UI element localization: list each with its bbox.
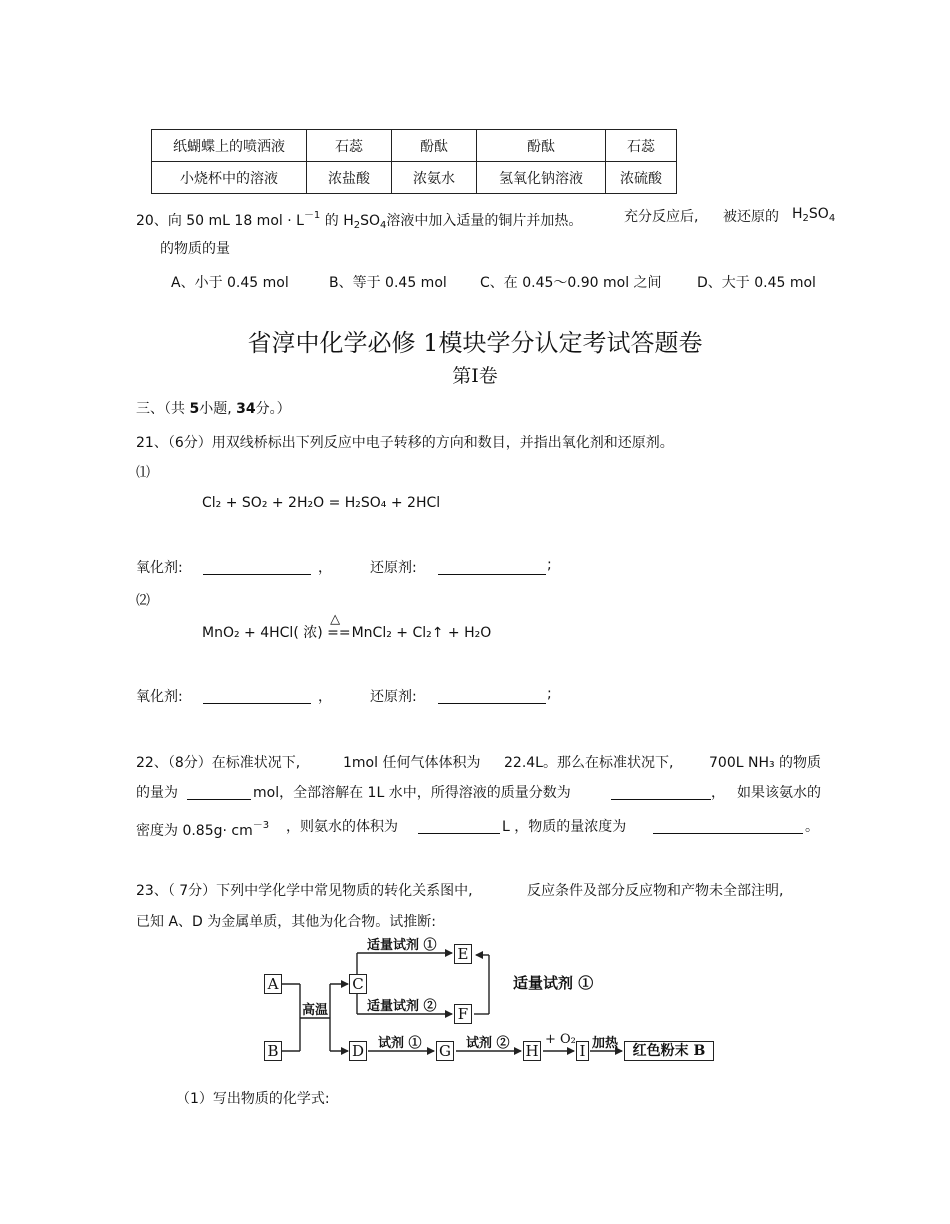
- table-cell: 氢氧化钠溶液: [477, 162, 606, 194]
- q21-semi-2: ;: [547, 686, 552, 702]
- label-reagent1-right: 适量试剂 ①: [513, 974, 594, 992]
- q22-line1c: 22.4L。那么在标准状况下,: [504, 755, 674, 771]
- node-d: D: [349, 1041, 367, 1061]
- node-e: E: [454, 944, 472, 964]
- q20-option-d: D、大于 0.45 mol: [697, 275, 816, 291]
- label-reagent2-bottom: 试剂 ②: [466, 1036, 510, 1051]
- node-h: H: [523, 1041, 541, 1061]
- q22-line1b: 1mol 任何气体体积为: [343, 755, 481, 771]
- eq2-right: MnCl₂ + Cl₂↑ + H₂O: [347, 625, 492, 641]
- q20-text: 溶液中加入适量的铜片并加热。: [386, 213, 583, 229]
- table-cell: 酚酞: [392, 130, 477, 162]
- q20-h2so4: $H_2SO_4$: [792, 206, 836, 224]
- table-cell: 石蕊: [307, 130, 392, 162]
- q20-line1-tail2: 被还原的: [723, 209, 779, 225]
- q20-text: SO: [360, 213, 381, 229]
- q20-sup: －1: [303, 210, 321, 221]
- eq2-sign: ==: [327, 625, 351, 641]
- section-text: 小题,: [199, 401, 237, 417]
- table-cell: 小烧杯中的溶液: [152, 162, 307, 194]
- q21-reductant-label-1: 还原剂:: [370, 560, 417, 576]
- q22-text: 密度为 0.85g· cm: [136, 823, 253, 839]
- label-high-temp: 高温: [302, 1003, 329, 1018]
- q23-sub1: （1）写出物质的化学式:: [176, 1091, 330, 1107]
- table-cell: 纸蝴蝶上的喷洒液: [152, 130, 307, 162]
- q20-text: 的 H: [324, 213, 354, 229]
- q20-line1-tail: 充分反应后,: [624, 209, 699, 225]
- q22-line2d: 如果该氨水的: [737, 785, 821, 801]
- node-red-powder-b: 红色粉末 B: [624, 1041, 714, 1061]
- section-count: 5: [189, 401, 200, 417]
- table-cell: 浓硫酸: [606, 162, 677, 194]
- section-score: 34: [236, 401, 256, 417]
- node-b: B: [264, 1041, 282, 1061]
- q22-line1a: 22、（8分）在标准状况下,: [136, 755, 301, 771]
- q20-sub: 2: [353, 220, 361, 231]
- q21-part2-label: ⑵: [136, 593, 150, 609]
- q21-oxidant-label-2: 氧化剂:: [136, 689, 183, 705]
- q21-part1-label: ⑴: [136, 465, 150, 481]
- q22-line2a: 的量为: [136, 785, 178, 801]
- q20-text: SO: [808, 206, 829, 222]
- page-subtitle: 第Ⅰ卷: [452, 365, 498, 387]
- q20-option-a: A、小于 0.45 mol: [171, 275, 289, 291]
- label-plus-o2: + O₂: [545, 1032, 576, 1047]
- table-cell: 浓盐酸: [307, 162, 392, 194]
- eq2-left: MnO₂ + 4HCl( 浓): [202, 625, 328, 641]
- q21-reductant-label-2: 还原剂:: [370, 689, 417, 705]
- node-f: F: [454, 1004, 472, 1024]
- q22-line2b: mol，全部溶解在 1L 水中，所得溶液的质量分数为: [253, 785, 571, 801]
- table-cell: 酚酞: [477, 130, 606, 162]
- label-reagent2-mid: 适量试剂 ②: [367, 999, 437, 1014]
- table-cell: 浓氨水: [392, 162, 477, 194]
- heat-triangle-icon: △: [330, 612, 341, 627]
- q22-line3b: ，则氨水的体积为: [286, 819, 398, 835]
- node-i: I: [576, 1041, 589, 1061]
- q22-line3c: L ，物质的量浓度为: [502, 819, 627, 835]
- q21-equation1: Cl₂ + SO₂ + 2H₂O = H₂SO₄ + 2HCl: [202, 495, 441, 511]
- q21-oxidant-label-1: 氧化剂:: [136, 560, 183, 576]
- q20-option-c: C、在 0.45～0.90 mol 之间: [480, 275, 662, 291]
- label-reagent1-bottom: 试剂 ①: [378, 1036, 422, 1051]
- q22-line1d: 700L NH₃ 的物质: [709, 755, 822, 771]
- q21-comma-1: ，: [318, 560, 332, 576]
- q22-line3d: 。: [805, 819, 819, 835]
- q22-sup: －3: [252, 820, 270, 831]
- q21-comma-2: ，: [318, 689, 332, 705]
- q21-text: 21、（6分）用双线桥标出下列反应中电子转移的方向和数目，并指出氧化剂和还原剂。: [136, 435, 674, 451]
- page-title: 省淳中化学必修 1模块学分认定考试答题卷: [247, 329, 703, 357]
- q20-sub: 4: [380, 220, 387, 231]
- section-text: 三、（共: [136, 401, 190, 417]
- q22-line2c: ，: [711, 785, 725, 801]
- label-reagent1-top: 适量试剂 ①: [367, 938, 437, 953]
- q21-semi-1: ;: [547, 557, 552, 573]
- node-c: C: [349, 974, 367, 994]
- label-heat: 加热: [592, 1036, 619, 1051]
- q20-line2: 的物质的量: [160, 241, 230, 257]
- q20-text: 20、向 50 mL 18 mol · L: [136, 213, 304, 229]
- table-cell: 石蕊: [606, 130, 677, 162]
- q20-sub: 2: [802, 213, 809, 224]
- q23-line2: 已知 A、D 为金属单质，其他为化合物。试推断:: [136, 914, 436, 930]
- node-a: A: [264, 974, 282, 994]
- q23-line1a: 23、（ 7分）下列中学化学中常见物质的转化关系图中,: [136, 883, 473, 899]
- q20-option-b: B、等于 0.45 mol: [329, 275, 447, 291]
- node-g: G: [436, 1041, 454, 1061]
- q23-line1b: 反应条件及部分反应物和产物未全部注明,: [527, 883, 784, 899]
- q20-sub: 4: [828, 213, 836, 224]
- section-text: 分。）: [255, 401, 291, 417]
